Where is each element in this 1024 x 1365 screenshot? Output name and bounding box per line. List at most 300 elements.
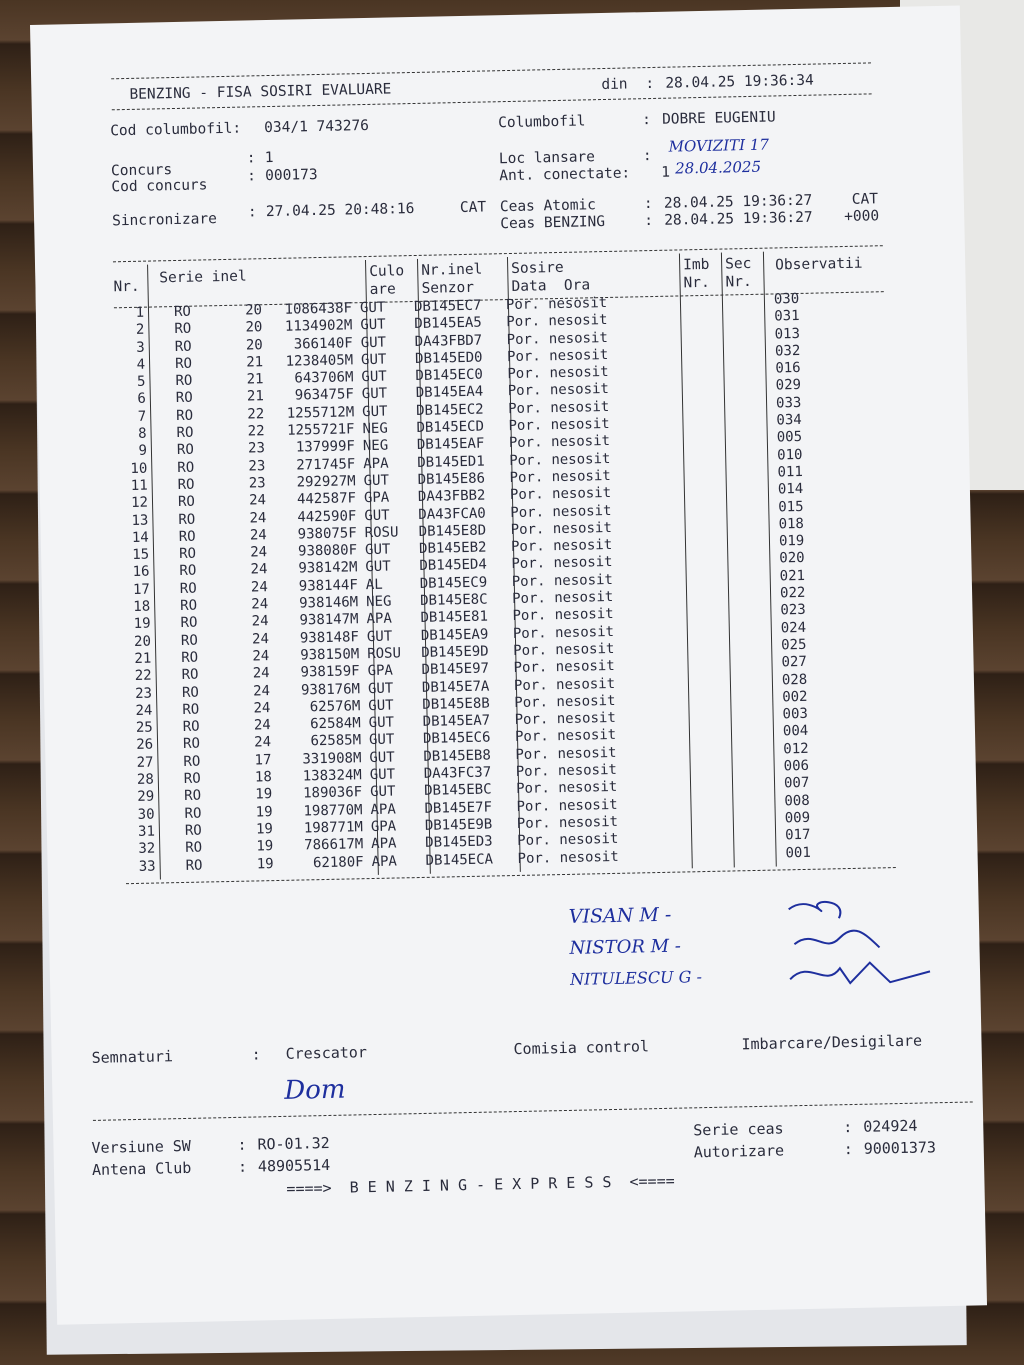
row-ring-number: 1255712M	[286, 404, 355, 422]
row-arrival: Por. nesosit	[507, 381, 610, 400]
row-number: 12	[131, 494, 149, 512]
row-observation: 024	[780, 619, 807, 637]
row-imb	[676, 396, 716, 414]
row-imb	[681, 639, 721, 657]
autorizare-label: Autorizare	[693, 1141, 785, 1162]
col-header-sosire-1: Sosire	[511, 259, 564, 277]
row-arrival: Por. nesosit	[513, 640, 615, 659]
row-country: RO	[178, 528, 196, 545]
row-observation: 013	[774, 325, 801, 343]
row-observation: 008	[784, 792, 810, 809]
row-ring-number: 643706M	[294, 369, 354, 387]
row-year: 24	[250, 544, 268, 561]
row-year: 21	[246, 388, 265, 406]
row-imb	[685, 812, 725, 830]
row-imb	[678, 500, 718, 518]
row-ring-number: 62180F	[312, 853, 364, 871]
row-country: RO	[179, 580, 197, 597]
col-header-sec-1: Sec	[725, 255, 752, 273]
versiune-sw-value: RO-01.32	[257, 1133, 330, 1154]
row-sensor: DB145ECD	[416, 418, 485, 437]
row-ring-number: 938159F	[300, 663, 360, 681]
cod-columbofil-value: 034/1 743276	[264, 117, 370, 137]
row-color: GUT	[361, 368, 387, 386]
row-year: 24	[254, 734, 272, 751]
row-observation: 020	[779, 550, 805, 567]
row-country: RO	[174, 320, 192, 338]
row-observation: 021	[779, 567, 806, 585]
row-sensor: DA43FC37	[423, 764, 492, 782]
row-sec	[718, 482, 762, 500]
row-ring-number: 198771M	[303, 819, 364, 837]
row-number: 27	[136, 754, 154, 771]
row-imb	[680, 569, 720, 587]
row-number: 6	[137, 391, 147, 408]
row-number: 10	[130, 460, 148, 477]
commission-name-2: NISTOR M -	[569, 935, 682, 959]
row-sec	[714, 292, 758, 310]
row-imb	[682, 708, 722, 726]
row-sec	[715, 344, 759, 362]
row-sec	[722, 707, 766, 725]
commission-name-3: NITULESCU G -	[569, 967, 703, 989]
row-country: RO	[178, 511, 196, 528]
cod-concurs-value: 000173	[265, 167, 318, 185]
sincronizare-separator: :	[247, 204, 257, 221]
row-color: GUT	[367, 680, 394, 697]
row-year: 24	[253, 717, 271, 734]
col-header-observatii: Observatii	[775, 255, 863, 274]
row-ring-number: 938144F	[298, 577, 358, 595]
row-sensor: DB145E8C	[419, 591, 488, 610]
row-sec	[719, 534, 763, 552]
row-sensor: DB145E86	[417, 470, 486, 488]
row-number: 24	[135, 702, 153, 719]
row-sensor: DB145EC7	[413, 297, 482, 316]
row-observation: 032	[774, 342, 801, 360]
row-color: APA	[371, 853, 398, 870]
row-arrival: Por. nesosit	[510, 537, 613, 556]
row-country: RO	[183, 770, 201, 787]
row-observation: 002	[782, 688, 808, 706]
row-sec	[725, 828, 769, 846]
row-arrival: Por. nesosit	[508, 433, 611, 452]
row-year: 18	[254, 769, 272, 786]
row-sec	[723, 724, 767, 742]
row-number: 5	[136, 373, 146, 391]
row-number: 13	[131, 512, 149, 529]
row-sensor: DB145E9B	[424, 816, 493, 834]
columbofil-label: Columbofil	[497, 113, 586, 132]
row-number: 33	[138, 858, 156, 875]
semnaturi-separator: :	[251, 1045, 261, 1064]
row-country: RO	[174, 338, 192, 355]
row-color: AL	[365, 576, 383, 593]
arrivals-table	[114, 291, 811, 876]
row-color: GUT	[362, 403, 388, 420]
row-arrival: Por. nesosit	[516, 796, 618, 815]
row-country: RO	[181, 666, 199, 684]
row-color: GUT	[360, 334, 387, 351]
row-color: GPA	[363, 489, 390, 507]
row-sec	[719, 551, 763, 569]
row-observation: 027	[781, 654, 807, 671]
row-color: GUT	[366, 628, 393, 645]
row-arrival: Por. nesosit	[511, 588, 614, 608]
row-number: 4	[136, 356, 146, 373]
row-sec	[721, 620, 765, 638]
col-header-sosire-2: Data Ora	[511, 277, 591, 295]
row-imb	[681, 656, 721, 674]
row-observation: 016	[775, 360, 801, 377]
row-color: GUT	[369, 783, 396, 801]
row-observation: 031	[774, 308, 800, 325]
row-ring-number: 292927M	[296, 473, 356, 491]
row-color: APA	[363, 455, 389, 472]
row-ring-number: 271745F	[296, 455, 356, 474]
row-observation: 017	[784, 827, 811, 844]
row-ring-number: 1255721F	[286, 421, 355, 439]
row-color: GUT	[364, 541, 391, 559]
din-label: din	[601, 76, 628, 94]
row-sensor: DB145EA4	[415, 384, 484, 402]
col-header-serie-inel: Serie inel	[159, 268, 247, 287]
row-imb	[684, 777, 724, 795]
row-sec	[722, 690, 766, 708]
row-imb	[683, 742, 723, 760]
row-ring-number: 137999F	[295, 438, 356, 456]
antena-club-label: Antena Club	[91, 1158, 192, 1179]
row-country: RO	[179, 563, 197, 580]
row-sensor: DB145E81	[420, 608, 489, 627]
row-color: APA	[366, 610, 392, 628]
row-arrival: Por. nesosit	[511, 554, 613, 573]
ant-conectate-handwritten-date: 28.04.2025	[674, 157, 762, 178]
row-country: RO	[174, 355, 193, 372]
row-year: 17	[254, 751, 272, 769]
row-color: GUT	[369, 749, 395, 766]
row-imb	[679, 552, 719, 570]
row-sec	[717, 465, 761, 483]
row-country: RO	[182, 701, 200, 718]
row-observation: 018	[778, 515, 805, 533]
row-arrival: Por. nesosit	[507, 364, 609, 383]
row-ring-number: 938075F	[297, 525, 357, 543]
row-observation: 028	[781, 671, 808, 688]
row-country: RO	[177, 476, 195, 493]
row-number: 18	[133, 598, 151, 616]
row-color: GPA	[367, 662, 394, 680]
row-ring-number: 938146M	[298, 594, 359, 612]
row-sec	[718, 499, 762, 517]
row-imb	[674, 293, 714, 311]
row-country: RO	[176, 424, 194, 442]
row-sensor: DB145EA7	[422, 712, 491, 731]
row-sec	[715, 361, 759, 379]
row-arrival: Por. nesosit	[513, 658, 615, 677]
col-header-imb-2: Nr.	[683, 274, 710, 292]
row-year: 19	[256, 855, 274, 872]
sincronizare-label: Sincronizare	[111, 211, 218, 230]
row-color: ROSU	[367, 645, 402, 663]
row-color: GUT	[368, 714, 395, 732]
row-sensor: DB145EC6	[422, 729, 491, 748]
row-sensor: DB145EAF	[416, 435, 485, 454]
row-sensor: DA43FBD7	[414, 332, 483, 350]
row-arrival: Por. nesosit	[510, 502, 612, 521]
row-ring-number: 189036F	[302, 784, 363, 802]
footer-rule	[93, 1101, 973, 1120]
row-sec	[720, 586, 764, 604]
row-ring-number: 442590F	[297, 507, 357, 526]
row-color: APA	[370, 801, 396, 818]
sincronizare-value: 27.04.25 20:48:16	[265, 200, 415, 221]
row-arrival: Por. nesosit	[515, 761, 618, 781]
crescator-signature: Dom	[284, 1074, 346, 1106]
row-sec	[724, 793, 768, 811]
row-sensor: DB145EA9	[420, 626, 489, 644]
row-observation: 003	[782, 705, 809, 723]
row-country: RO	[184, 822, 202, 839]
row-country: RO	[184, 805, 202, 822]
autorizare-separator: :	[843, 1140, 853, 1159]
row-color: GUT	[359, 299, 386, 317]
row-imb	[678, 518, 718, 536]
row-country: RO	[177, 493, 196, 511]
din-value: 28.04.25 19:36:34	[665, 72, 814, 92]
row-imb	[680, 587, 720, 605]
row-arrival: Por. nesosit	[514, 727, 617, 746]
row-year: 22	[247, 405, 265, 423]
row-ring-number: 442587F	[296, 490, 357, 508]
row-number: 16	[132, 564, 150, 581]
cod-columbofil-label: Cod columbofil:	[110, 120, 242, 140]
row-number: 26	[136, 737, 154, 754]
row-ring-number: 963475F	[294, 386, 354, 405]
row-imb	[675, 362, 715, 380]
row-imb	[685, 846, 725, 864]
row-observation: 011	[777, 463, 803, 481]
row-arrival: Por. nesosit	[517, 831, 619, 850]
row-color: GUT	[360, 316, 386, 334]
row-country: RO	[175, 372, 193, 390]
row-observation: 012	[783, 740, 809, 758]
row-number: 19	[133, 615, 151, 633]
row-year: 20	[245, 336, 263, 354]
row-observation: 014	[777, 481, 804, 498]
row-sensor: DB145E9D	[421, 643, 489, 661]
row-number: 32	[138, 840, 156, 858]
row-sec	[720, 603, 764, 621]
row-imb	[674, 327, 714, 345]
commission-signatures	[768, 886, 940, 1010]
row-imb	[677, 466, 717, 484]
row-observation: 034	[776, 412, 802, 429]
ceas-atomic-timezone: CAT	[851, 191, 879, 208]
row-ring-number: 938176M	[300, 680, 361, 699]
row-observation: 015	[778, 498, 804, 515]
row-sensor: DB145ECA	[425, 850, 494, 869]
row-imb	[678, 483, 718, 501]
row-observation: 001	[785, 844, 811, 861]
row-imb	[676, 379, 716, 397]
row-sec	[714, 309, 758, 327]
row-sensor: DB145E8B	[422, 695, 490, 713]
row-color: GUT	[361, 386, 388, 403]
row-color: NEG	[362, 437, 389, 455]
row-country: RO	[180, 632, 198, 649]
col-header-culoare-2: are	[369, 281, 396, 298]
row-sec	[716, 396, 760, 414]
row-imb	[676, 414, 716, 432]
row-imb	[685, 829, 725, 847]
row-observation: 005	[776, 429, 803, 446]
row-sensor: DB145E7A	[421, 678, 490, 696]
row-arrival: Por. nesosit	[506, 329, 608, 348]
row-sec	[721, 638, 765, 656]
concurs-label: Concurs	[110, 162, 173, 180]
row-imb	[674, 310, 714, 328]
row-country: RO	[183, 753, 201, 770]
row-imb	[682, 673, 722, 691]
row-observation: 009	[784, 809, 811, 827]
row-number: 25	[135, 719, 153, 737]
row-number: 17	[132, 581, 151, 598]
row-sec	[717, 447, 761, 465]
row-year: 21	[246, 371, 264, 388]
row-number: 21	[134, 650, 152, 667]
row-color: GUT	[363, 472, 390, 490]
row-year: 20	[245, 319, 263, 336]
row-ring-number: 62584M	[309, 715, 361, 733]
row-year: 21	[246, 354, 264, 371]
row-sensor: DB145E7F	[424, 799, 493, 817]
row-year: 23	[247, 440, 266, 457]
row-imb	[675, 345, 715, 363]
serie-ceas-label: Serie ceas	[693, 1119, 784, 1140]
row-year: 20	[245, 302, 263, 319]
serie-ceas-value: 024924	[863, 1116, 918, 1136]
row-country: RO	[178, 545, 197, 563]
ceas-atomic-value: 28.04.25 19:36:27	[663, 192, 813, 212]
document-title: BENZING - FISA SOSIRI EVALUARE	[129, 81, 392, 103]
row-number: 23	[134, 685, 153, 702]
row-number: 15	[132, 546, 150, 564]
row-sensor: DB145EC2	[415, 401, 484, 419]
row-country: RO	[173, 303, 192, 321]
comisia-control-label: Comisia control	[513, 1037, 650, 1059]
col-header-culoare-1: Culo	[369, 263, 405, 280]
row-country: RO	[180, 614, 198, 632]
ceas-benzing-offset: +000	[844, 208, 880, 225]
row-number: 11	[130, 477, 148, 494]
row-arrival: Por. nesosit	[514, 710, 616, 729]
row-country: RO	[177, 459, 195, 476]
row-arrival: Por. nesosit	[513, 675, 616, 694]
ceas-atomic-separator: :	[643, 196, 653, 213]
row-imb	[684, 760, 724, 778]
row-sec	[723, 741, 767, 759]
row-year: 23	[248, 457, 266, 475]
row-year: 19	[255, 820, 274, 838]
row-country: RO	[176, 407, 194, 424]
row-imb	[677, 431, 717, 449]
row-ring-number: 1134902M	[284, 317, 353, 336]
row-ring-number: 938142M	[298, 559, 358, 577]
row-observation: 030	[773, 290, 800, 308]
loc-lansare-separator: :	[642, 148, 652, 165]
row-sec	[720, 569, 764, 587]
row-year: 22	[247, 423, 265, 440]
row-ring-number: 938150M	[300, 646, 360, 664]
commission-name-1: VISAN M -	[568, 903, 672, 928]
row-observation: 023	[780, 602, 806, 619]
row-sec	[722, 672, 766, 690]
row-year: 19	[255, 786, 273, 803]
row-arrival: Por. nesosit	[506, 346, 609, 365]
row-ring-number: 366140F	[293, 334, 353, 353]
row-sec	[724, 776, 768, 794]
row-arrival: Por. nesosit	[510, 519, 612, 538]
versiune-sw-separator: :	[237, 1135, 247, 1154]
row-arrival: Por. nesosit	[512, 606, 614, 625]
row-sensor: DB145EC9	[419, 574, 488, 592]
row-color: GUT	[369, 766, 396, 784]
row-number: 9	[138, 443, 148, 460]
row-year: 24	[251, 613, 269, 630]
row-imb	[683, 725, 723, 743]
row-color: APA	[371, 835, 397, 853]
imbarcare-desigilare-label: Imbarcare/Desigilare	[741, 1031, 923, 1054]
row-sensor: DB145ED3	[425, 833, 493, 852]
row-arrival: Por. nesosit	[511, 571, 614, 590]
row-country: RO	[176, 442, 194, 459]
ceas-benzing-separator: :	[644, 212, 654, 230]
row-color: GPA	[370, 818, 397, 835]
row-ring-number: 138324M	[302, 767, 362, 785]
columbofil-value: DOBRE EUGENIU	[661, 109, 776, 128]
row-year: 24	[252, 682, 271, 700]
ceas-atomic-label: Ceas Atomic	[499, 197, 597, 216]
col-header-imb-1: Imb	[683, 256, 710, 274]
concurs-separator: :	[246, 150, 256, 167]
row-sec	[718, 517, 762, 535]
row-arrival: Por. nesosit	[516, 813, 619, 832]
row-arrival: Por. nesosit	[505, 294, 608, 314]
row-year: 24	[250, 578, 268, 596]
row-sensor: DB145EBC	[423, 781, 492, 800]
cod-concurs-label: Cod concurs	[111, 177, 208, 196]
row-number: 1	[135, 304, 145, 321]
row-imb	[679, 535, 719, 553]
row-year: 24	[249, 527, 267, 544]
row-year: 24	[248, 492, 267, 509]
row-arrival: Por. nesosit	[509, 485, 612, 504]
row-sec	[725, 845, 769, 863]
ceas-benzing-value: 28.04.25 19:36:27	[664, 209, 813, 229]
row-country: RO	[181, 649, 199, 666]
row-number: 3	[136, 339, 145, 356]
row-country: RO	[181, 684, 200, 701]
row-sec	[724, 759, 768, 777]
row-arrival: Por. nesosit	[509, 467, 611, 487]
col-header-sec-2: Nr.	[725, 273, 752, 291]
row-sensor: DA43FCA0	[418, 505, 486, 523]
row-year: 19	[256, 838, 274, 855]
row-observation: 029	[775, 377, 802, 394]
row-ring-number: 1238405M	[285, 352, 354, 370]
row-ring-number: 198770M	[303, 801, 363, 820]
